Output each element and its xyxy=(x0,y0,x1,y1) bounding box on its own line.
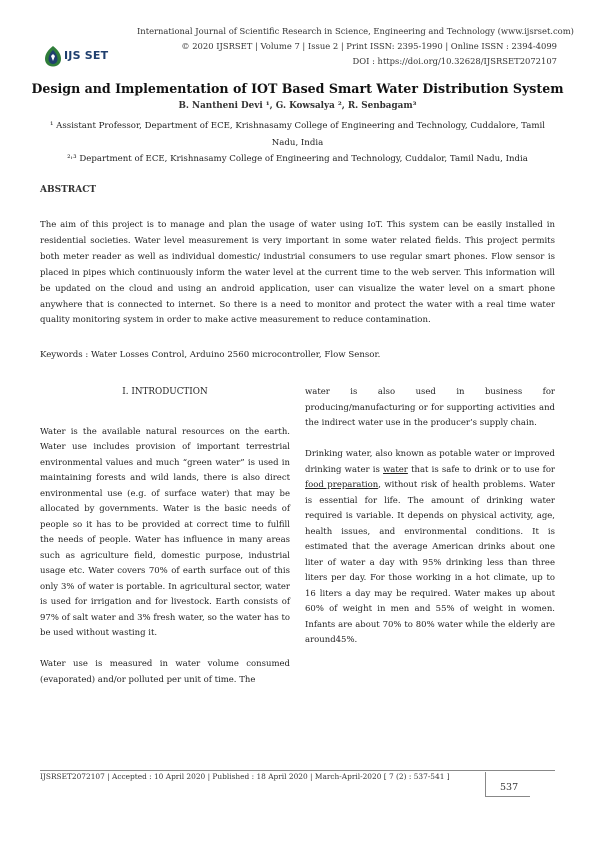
right-column xyxy=(305,385,555,649)
introduction-heading: I. INTRODUCTION xyxy=(122,387,208,397)
paragraph-text: that is safe to drink or to use for xyxy=(407,464,555,475)
keywords: Keywords : Water Losses Control, Arduino 2560 microcontroller, Flow Sensor. xyxy=(40,350,381,360)
water-link[interactable]: water xyxy=(383,464,408,475)
journal-header xyxy=(137,24,574,69)
left-column xyxy=(40,385,290,688)
affiliation-1: ¹ Assistant Professor, Department of ECE, Krishnasamy College of Engineering and Technology, Cuddalore, Tamil Nadu, India xyxy=(49,121,546,148)
journal-name: International Journal of Scientific Research in Science, Engineering and Technology (www.ijsrset.com) xyxy=(137,26,574,36)
logo-text: IJS SET xyxy=(64,49,109,62)
intro-paragraph-2: Water use is measured in water volume consumed (evaporated) and/or polluted per unit of time. The xyxy=(40,659,290,685)
right-paragraph-1: water is also used in business for producing/manufacturing or for supporting activities and the indirect water use in the producer’s supply chain. xyxy=(305,387,555,428)
doi-line: DOI : https://doi.org/10.32628/IJSRSET2072107 xyxy=(352,56,557,66)
footer-rule xyxy=(40,770,555,771)
issn-line: © 2020 IJSRSET | Volume 7 | Issue 2 | Print ISSN: 2395-1990 | Online ISSN : 2394-4099 xyxy=(181,41,557,51)
food-preparation-link[interactable]: food preparation xyxy=(305,480,379,490)
paragraph-text: , without risk of health problems. Water is essential for life. The amount of drinking water required is variable. It depends on physical activity, age, health issues, and environmental conditions. It is estimated that the average American drinks about one liter of water a day with 95% drinking less than three liters per day. For those working in a hot climate, up to 16 liters a day may be required. Water makes up about 60% of weight in men and 55% of weight in women. Infants are about 70% to 80% water while the elderly are around45%. xyxy=(305,480,555,645)
page-number: 537 xyxy=(500,782,519,793)
author-list: B. Nantheni Devi ¹, G. Kowsalya ², R. Senbagam³ xyxy=(178,101,417,111)
paper-title: Design and Implementation of IOT Based Smart Water Distribution System xyxy=(31,81,564,96)
intro-paragraph-1: Water is the available natural resources on the earth. Water use includes provision of important terrestrial environmental values and much “green water” is used in maintaining forests and wild lands, there is also direct environmental use (e.g. of surface water) that may be allocated by governments. Water is the basic needs of people so it has to be provided at correct time to fulfill the needs of people. Water has influence in many areas such as agriculture field, domestic purpose, industrial usage etc. Water covers 70% of earth surface out of this only 3% of water is portable. In agricultural sector, water is used for irrigation and for livestock. Earth consists of 97% of salt water and 3% fresh water, so the water has to be used without wasting it. xyxy=(40,426,290,638)
journal-logo xyxy=(42,44,116,70)
paragraph-text: Drinking water, also known as potable water or improved drinking water is xyxy=(305,449,555,475)
logo-mark-icon xyxy=(42,44,64,68)
abstract-heading: ABSTRACT xyxy=(40,185,97,195)
footer-citation: IJSRSET2072107 | Accepted : 10 April 2020 | Published : 18 April 2020 | March-April-2020 [ 7 (2) : 537-541 ] xyxy=(40,772,450,781)
right-paragraph-2 xyxy=(305,447,555,649)
affiliation-2: ²˒³ Department of ECE, Krishnasamy College of Engineering and Technology, Cuddalor, Tamil Nadu, India xyxy=(67,154,528,164)
abstract-text: The aim of this project is to manage and plan the usage of water using IoT. This system can be easily installed in residential societies. Water level measurement is very important in some water related fields. This project permits both meter reader as well as individual domestic/ industrial consumers to use regular smart phones. Flow sensor is placed in pipes which continuously inform the water level at the current time to the web server. This information will be updated on the cloud and using an android application, user can visualize the water level on a smart phone anywhere that is connected to internet. So there is a need to monitor and protect the water with a real time water quality monitoring system in order to make active measurement to reduce contamination. xyxy=(40,220,555,326)
